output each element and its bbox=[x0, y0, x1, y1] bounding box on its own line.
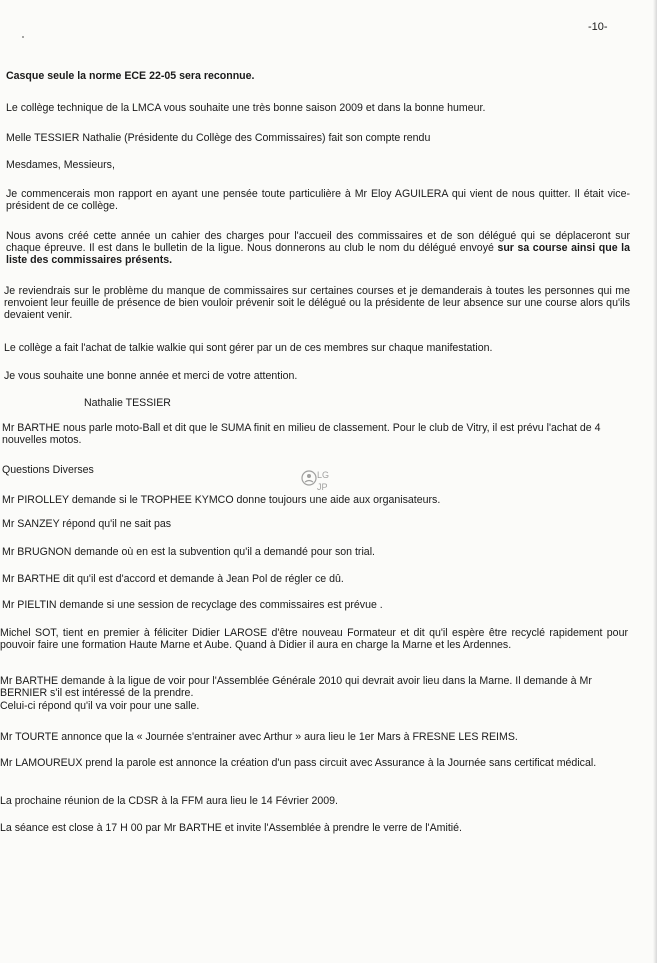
paragraph-salutation: Mesdames, Messieurs, bbox=[6, 159, 115, 171]
paragraph-cdsr: La prochaine réunion de la CDSR à la FFM aura lieu le 14 Février 2009. bbox=[0, 795, 339, 807]
paragraph-talkie: Le collège a fait l'achat de talkie walkie qui sont gérer par un de ces membres sur chaque manifestation. bbox=[4, 342, 493, 354]
paragraph-pirolley: Mr PIROLLEY demande si le TROPHEE KYMCO donne toujours une aide aux organisateurs. bbox=[2, 494, 441, 506]
paragraph-cahier bbox=[6, 230, 630, 266]
page-edge-shadow bbox=[653, 0, 657, 963]
paragraph-cahier-bold: sur sa course ainsi que la liste des commissaires présents. bbox=[6, 242, 630, 266]
paragraph-barthe-ag: Mr BARTHE demande à la ligue de voir pour l'Assemblée Générale 2010 qui devrait avoir lieu dans la Marne. Il demande à Mr BERNIER s'il est intéressé de la prendre. bbox=[0, 675, 592, 699]
paragraph-tourte: Mr TOURTE annonce que la « Journée s'entrainer avec Arthur » aura lieu le 1er Mars à FRESNE LES REIMS. bbox=[0, 731, 518, 743]
scan-speck bbox=[22, 36, 24, 38]
paragraph-reviendrais: Je reviendrais sur le problème du manque de commissaires sur certaines courses et je demanderais à toutes les personnes qui me renvoient leur feuille de présence de bien vouloir prévenir soit le délégué ou la présidente de leur absence sur une course alors qu'ils devaient venir. bbox=[4, 285, 630, 321]
svg-text:LG: LG bbox=[317, 470, 330, 480]
paragraph-barthe-moto: Mr BARTHE nous parle moto-Ball et dit que le SUMA finit en milieu de classement. Pour le club de Vitry, il est prévu l'achat de 4 nouvelles motos. bbox=[2, 422, 601, 446]
stamp-logo bbox=[300, 466, 334, 496]
paragraph-commencerais: Je commencerais mon rapport en ayant une pensée toute particulière à Mr Eloy AGUILERA qui vient de nous quitter. Il était vice-président de ce collège. bbox=[6, 188, 630, 212]
paragraph-melle-tessier: Melle TESSIER Nathalie (Présidente du Collège des Commissaires) fait son compte rendu bbox=[6, 132, 431, 144]
paragraph-brugnon: Mr BRUGNON demande où en est la subvention qu'il a demandé pour son trial. bbox=[2, 546, 376, 558]
paragraph-celui-ci: Celui-ci répond qu'il va voir pour une salle. bbox=[0, 700, 200, 712]
page-number: -10- bbox=[588, 21, 608, 33]
paragraph-pieltin: Mr PIELTIN demande si une session de recyclage des commissaires est prévue . bbox=[2, 599, 383, 611]
signature-name: Nathalie TESSIER bbox=[84, 397, 171, 409]
paragraph-sot: Michel SOT, tient en premier à féliciter Didier LAROSE d'être nouveau Formateur et dit qu'il espère être recyclé rapidement pour pouvoir faire une formation Haute Marne et Aube. Quand à Didier il aura en charge la Marne et les Ardennes. bbox=[0, 627, 628, 651]
paragraph-souhaite: Je vous souhaite une bonne année et merci de votre attention. bbox=[4, 370, 298, 382]
paragraph-casque: Casque seule la norme ECE 22-05 sera reconnue. bbox=[6, 70, 255, 82]
paragraph-barthe-accord: Mr BARTHE dit qu'il est d'accord et demande à Jean Pol de régler ce dû. bbox=[2, 573, 344, 585]
paragraph-sanzey: Mr SANZEY répond qu'il ne sait pas bbox=[2, 518, 172, 530]
paragraph-lamoureux: Mr LAMOUREUX prend la parole est annonce la création d'un pass circuit avec Assurance à la Journée sans certificat médical. bbox=[0, 757, 597, 769]
paragraph-closing: La séance est close à 17 H 00 par Mr BARTHE et invite l'Assemblée à prendre le verre de l'Amitié. bbox=[0, 822, 462, 834]
paragraph-college-technique: Le collège technique de la LMCA vous souhaite une très bonne saison 2009 et dans la bonne humeur. bbox=[6, 102, 486, 114]
heading-questions-diverses: Questions Diverses bbox=[2, 464, 94, 476]
svg-text:JP: JP bbox=[317, 482, 328, 492]
paragraph-cahier-text: Nous avons créé cette année un cahier des charges pour l'accueil des commissaires et de son délégué qui se déplaceront sur chaque épreuve. Il est dans le bulletin de la ligue. Nous donnerons au club le nom du délégué envoyé bbox=[6, 230, 630, 254]
